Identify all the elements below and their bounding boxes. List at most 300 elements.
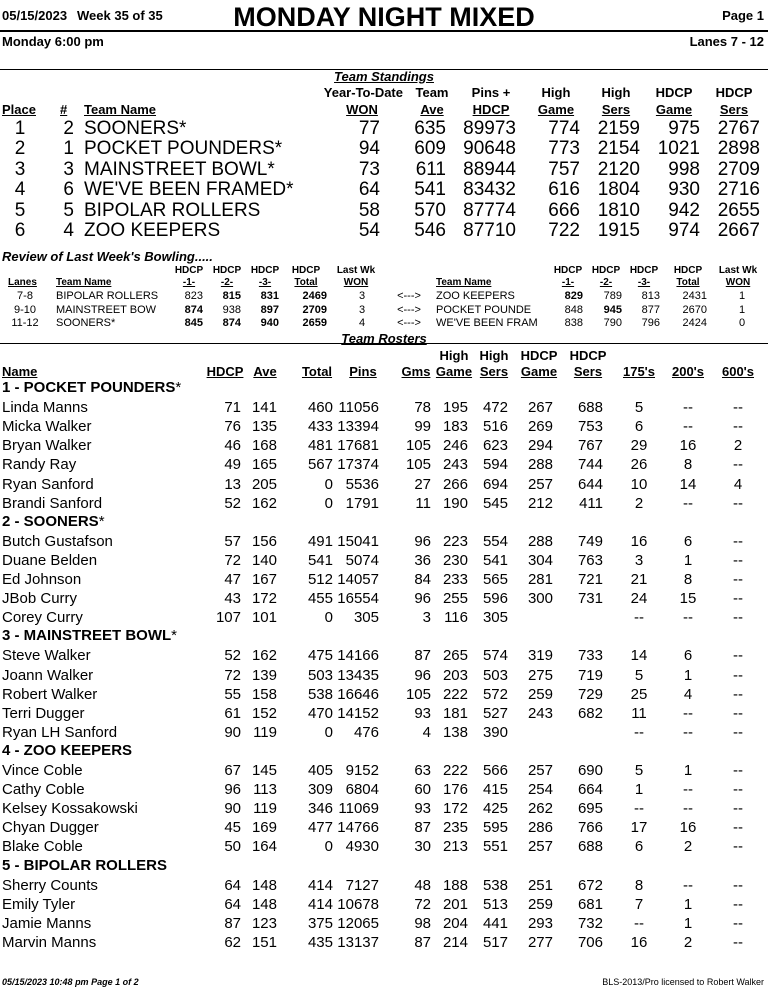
hdcp-game: 319 <box>527 647 553 665</box>
hdcp: 45 <box>224 819 241 837</box>
header-gms: Gms <box>401 364 431 379</box>
team-number: 6 <box>63 179 74 201</box>
count-600s: -- <box>733 800 743 818</box>
count-200s: -- <box>683 704 693 722</box>
header-hds-top: HDCP <box>569 348 607 363</box>
bowler-row <box>0 609 768 627</box>
hdcp-game: 930 <box>668 179 700 201</box>
hdcp: 64 <box>224 876 241 894</box>
games: 87 <box>414 647 431 665</box>
high-sers: 595 <box>482 819 508 837</box>
hdcp: 49 <box>224 456 241 474</box>
total: 375 <box>307 914 333 932</box>
bowler-name: Cathy Coble <box>2 781 85 799</box>
count-200s: 15 <box>679 590 697 608</box>
standings-row <box>0 199 768 221</box>
count-200s: -- <box>683 723 693 741</box>
count-200s: 2 <box>683 933 693 951</box>
high-game: 222 <box>442 762 468 779</box>
hdcp: 107 <box>215 609 241 627</box>
high-game: 116 <box>444 609 468 627</box>
bowler-name: Linda Manns <box>2 399 88 417</box>
footer-license: BLS-2013/Pro licensed to Robert Walker <box>602 977 764 987</box>
bowler-row <box>0 590 768 608</box>
standings-row <box>0 138 768 160</box>
hdcp-sers: 706 <box>577 933 603 951</box>
hdcp: 90 <box>224 800 241 818</box>
high-sers: 623 <box>482 437 508 455</box>
review-row <box>0 290 768 302</box>
team-group-header <box>0 741 768 759</box>
high-sers: 441 <box>482 914 508 932</box>
total: 405 <box>307 762 333 779</box>
high-sers: 566 <box>482 762 508 779</box>
high-game: 214 <box>442 933 468 951</box>
pins: 5536 <box>345 475 379 493</box>
bowler-row <box>0 532 768 550</box>
hdcp-game: 304 <box>527 551 553 569</box>
bowler-name: Jamie Manns <box>2 914 92 932</box>
high-game: 773 <box>548 138 580 160</box>
hdcp-sers: 749 <box>577 532 603 550</box>
hdcp: 90 <box>224 723 241 741</box>
high-sers: 565 <box>482 571 508 588</box>
pins: 16646 <box>337 685 379 703</box>
ave: 156 <box>251 532 277 550</box>
lanes: 7-8 <box>17 290 33 302</box>
games: 84 <box>414 571 431 588</box>
game3-a: 897 <box>260 303 279 316</box>
hdcp-game: 998 <box>668 158 700 180</box>
hdcp: 87 <box>224 914 241 932</box>
count-175s: 5 <box>634 399 644 417</box>
count-175s: 8 <box>634 876 644 894</box>
won-b: 1 <box>738 303 746 316</box>
bowler-row <box>0 685 768 703</box>
team-group-header <box>0 856 768 874</box>
bowler-name: Kelsey Kossakowski <box>2 800 138 818</box>
header-hdcp-b: HDCP <box>553 265 583 276</box>
game1-b: 848 <box>564 303 583 316</box>
ave: 158 <box>251 685 277 703</box>
high-sers: 551 <box>482 838 508 856</box>
ave: 167 <box>251 571 277 588</box>
header-hdg-top: HDCP <box>520 348 558 363</box>
hdcp-game: 251 <box>527 876 553 894</box>
place: 4 <box>14 179 26 201</box>
high-sers: 554 <box>482 532 508 550</box>
high-sers: 1804 <box>597 179 640 201</box>
count-175s: 24 <box>630 590 648 608</box>
header-total: Total <box>301 364 333 379</box>
pins: 305 <box>353 609 379 627</box>
count-600s: -- <box>733 532 743 550</box>
count-175s: -- <box>634 609 644 627</box>
high-sers: 538 <box>482 876 508 894</box>
count-175s: 5 <box>634 666 644 684</box>
high-game: 195 <box>442 399 468 417</box>
footer-timestamp: 05/15/2023 10:48 pm Page 1 of 2 <box>2 977 139 987</box>
team-name: SOONERS* <box>84 118 187 139</box>
team-name: MAINSTREET BOWL* <box>84 158 275 180</box>
count-175s: 6 <box>634 418 644 436</box>
hdcp: 46 <box>224 437 241 455</box>
header-pins: Pins <box>349 364 377 379</box>
hdcp: 71 <box>224 399 241 417</box>
hdcp-sers: 2767 <box>717 118 760 139</box>
hdcp-game: 259 <box>527 685 553 703</box>
header-won: WON <box>346 102 378 117</box>
count-200s: 1 <box>683 895 693 913</box>
ave: 139 <box>251 666 277 684</box>
hdcp-sers: 695 <box>577 800 603 818</box>
count-600s: -- <box>733 838 743 856</box>
games: 96 <box>414 590 431 608</box>
hdcp-sers: 681 <box>577 895 603 913</box>
hdcp: 13 <box>224 475 241 493</box>
game2-a: 938 <box>222 303 241 316</box>
header-hs-top: High <box>479 348 509 363</box>
team-ave: 541 <box>414 179 446 201</box>
team-a: SOONERS* <box>56 317 116 329</box>
hdcp-sers: 744 <box>577 456 603 474</box>
high-sers: 574 <box>482 647 508 665</box>
total: 503 <box>307 666 333 684</box>
header-num: # <box>60 102 68 117</box>
high-sers: 527 <box>482 704 508 722</box>
total-a: 2469 <box>302 290 327 302</box>
count-200s: 1 <box>683 762 693 779</box>
bowler-row <box>0 914 768 932</box>
ave: 162 <box>251 494 277 512</box>
header-hg: Game <box>435 364 473 379</box>
standings-header <box>0 102 768 117</box>
hdcp-game: 243 <box>527 704 553 722</box>
total: 414 <box>307 895 333 913</box>
team-group-name: 2 - SOONERS* <box>2 512 105 530</box>
high-sers: 517 <box>482 933 508 951</box>
header-hg-top: High <box>439 348 469 363</box>
pins: 7127 <box>345 876 379 894</box>
place: 2 <box>14 138 26 160</box>
standings-row <box>0 158 768 180</box>
high-sers: 1810 <box>597 199 640 221</box>
team-group-name: 3 - MAINSTREET BOWL* <box>2 627 178 645</box>
count-200s: 6 <box>683 647 693 665</box>
team-number: 1 <box>63 138 74 160</box>
ave: 141 <box>251 399 277 417</box>
high-game: 243 <box>442 456 468 474</box>
total: 455 <box>307 590 333 608</box>
games: 96 <box>414 532 431 550</box>
report-date: 05/15/2023 <box>2 8 68 23</box>
hdcp-sers: 2655 <box>717 199 760 221</box>
total: 491 <box>307 532 333 550</box>
header-hdcp-b: HDCP <box>591 265 621 276</box>
high-game: 235 <box>442 819 468 837</box>
bowler-name: Ryan LH Sanford <box>2 723 118 741</box>
bowler-name: Corey Curry <box>2 609 83 627</box>
game1-a: 823 <box>184 290 203 302</box>
rosters-title: Team Rosters <box>341 331 427 346</box>
count-600s: -- <box>733 418 743 436</box>
count-175s: -- <box>634 800 644 818</box>
count-200s: 1 <box>683 666 693 684</box>
bowler-row <box>0 723 768 741</box>
won-a: 3 <box>358 290 366 302</box>
high-game: 757 <box>548 158 580 180</box>
team-name: WE'VE BEEN FRAMED* <box>84 179 294 201</box>
pins: 17374 <box>337 456 379 474</box>
high-sers: 415 <box>482 781 508 799</box>
bowler-name: Brandi Sanford <box>2 494 103 512</box>
count-175s: -- <box>634 723 644 741</box>
high-game: 265 <box>442 647 468 665</box>
versus-arrow: <---> <box>397 303 421 316</box>
hdcp-sers: 2709 <box>717 158 760 180</box>
review-row <box>0 317 768 329</box>
total: 567 <box>307 456 333 474</box>
count-200s: 16 <box>679 819 697 837</box>
hdcp-sers: 766 <box>577 819 603 837</box>
count-200s: -- <box>683 800 693 818</box>
header-hg-top: High <box>541 85 571 100</box>
pins: 5074 <box>345 551 379 569</box>
high-game: 774 <box>548 118 580 139</box>
count-600s: -- <box>733 609 743 627</box>
count-175s: -- <box>634 914 644 932</box>
count-600s: -- <box>733 914 743 932</box>
games: 87 <box>414 819 431 837</box>
high-sers: 2154 <box>597 138 640 160</box>
hdcp-sers: 719 <box>577 666 603 684</box>
hdcp-game: 1021 <box>657 138 700 160</box>
lanes: 9-10 <box>13 303 37 316</box>
total: 538 <box>307 685 333 703</box>
high-sers: 503 <box>482 666 508 684</box>
header-g2-a: -2- <box>220 277 234 288</box>
total: 435 <box>307 933 333 951</box>
hdcp-game: 286 <box>527 819 553 837</box>
team-name: POCKET POUNDERS* <box>84 138 283 160</box>
ave: 169 <box>251 819 277 837</box>
count-600s: -- <box>733 762 743 779</box>
count-600s: -- <box>733 723 743 741</box>
bowler-row <box>0 456 768 474</box>
bowler-row <box>0 647 768 665</box>
ave: 148 <box>251 876 277 894</box>
games: 96 <box>414 666 431 684</box>
bowler-name: Duane Belden <box>2 551 98 569</box>
count-600s: -- <box>733 781 743 799</box>
hdcp-sers: 2716 <box>717 179 760 201</box>
high-sers: 594 <box>482 456 508 474</box>
header-ave: Ave <box>253 364 277 379</box>
won-a: 3 <box>358 303 366 316</box>
count-175s: 29 <box>630 437 648 455</box>
hdcp-game: 942 <box>668 199 700 221</box>
pins: 10678 <box>337 895 379 913</box>
bowler-name: Ed Johnson <box>2 571 82 588</box>
header-total-b: Total <box>676 277 700 288</box>
header-lastwk-a: Last Wk <box>336 265 376 276</box>
count-600s: -- <box>733 685 743 703</box>
hdcp-sers: 682 <box>577 704 603 722</box>
header-hdg-top: HDCP <box>655 85 693 100</box>
pins: 13137 <box>337 933 379 951</box>
total: 541 <box>307 551 333 569</box>
header-g1-a: -1- <box>182 277 196 288</box>
hdcp-sers: 664 <box>577 781 603 799</box>
games: 105 <box>405 437 431 455</box>
high-sers: 572 <box>482 685 508 703</box>
games: 93 <box>414 704 431 722</box>
count-175s: 5 <box>634 762 644 779</box>
hdcp-game: 294 <box>527 437 553 455</box>
header-hds: Sers <box>573 364 603 379</box>
team-group-header <box>0 512 768 530</box>
count-175s: 7 <box>634 895 644 913</box>
hdcp-game: 262 <box>527 800 553 818</box>
total: 0 <box>324 723 333 741</box>
bowler-name: Blake Coble <box>2 838 83 856</box>
bowler-row <box>0 475 768 493</box>
games: 105 <box>405 456 431 474</box>
high-game: 188 <box>442 876 468 894</box>
standings-row <box>0 220 768 241</box>
high-game: 183 <box>442 418 468 436</box>
bowler-row <box>0 418 768 436</box>
header-hdcp: HDCP <box>206 364 244 379</box>
count-175s: 17 <box>630 819 648 837</box>
bowler-name: Terri Dugger <box>2 704 85 722</box>
count-200s: -- <box>683 418 693 436</box>
high-game: 181 <box>442 704 468 722</box>
count-200s: 14 <box>679 475 697 493</box>
bowler-row <box>0 781 768 799</box>
team-a: BIPOLAR ROLLERS <box>56 290 159 302</box>
bowler-name: Steve Walker <box>2 647 91 665</box>
team-group-name: 4 - ZOO KEEPERS <box>2 741 133 759</box>
games: 4 <box>422 723 431 741</box>
pins: 13394 <box>337 418 379 436</box>
ytd-won: 73 <box>358 158 380 180</box>
game1-a: 845 <box>184 317 203 329</box>
pins-hdcp: 87710 <box>463 220 516 241</box>
header-rule <box>0 30 768 32</box>
hdcp: 43 <box>224 590 241 608</box>
count-175s: 10 <box>630 475 648 493</box>
hdcp: 67 <box>224 762 241 779</box>
count-600s: -- <box>733 933 743 951</box>
pins-hdcp: 87774 <box>463 199 516 221</box>
ave: 162 <box>251 647 277 665</box>
hdcp: 61 <box>224 704 241 722</box>
count-600s: -- <box>733 551 743 569</box>
count-175s: 25 <box>630 685 648 703</box>
ave: 145 <box>251 762 277 779</box>
count-600s: -- <box>733 590 743 608</box>
count-200s: 8 <box>683 456 693 474</box>
hdcp-game: 259 <box>527 895 553 913</box>
bowler-name: Emily Tyler <box>2 895 76 913</box>
team-number: 3 <box>63 158 74 180</box>
hdcp-sers: 672 <box>577 876 603 894</box>
rosters-header-top <box>0 348 768 363</box>
count-175s: 26 <box>630 456 648 474</box>
team-b: ZOO KEEPERS <box>436 290 515 302</box>
count-600s: -- <box>733 666 743 684</box>
pins: 476 <box>353 723 379 741</box>
high-game: 233 <box>442 571 468 588</box>
bowler-name: Ryan Sanford <box>2 475 94 493</box>
header-won-a: WON <box>343 277 369 288</box>
header-hds-top: HDCP <box>715 85 753 100</box>
header-pins-top: Pins + <box>471 85 511 100</box>
hdcp-sers: 763 <box>577 551 603 569</box>
team-name: BIPOLAR ROLLERS <box>84 199 261 221</box>
high-game: 666 <box>548 199 580 221</box>
bowler-name: Micka Walker <box>2 418 92 436</box>
hdcp: 55 <box>224 685 241 703</box>
header-hdcp-b: HDCP <box>629 265 659 276</box>
count-175s: 16 <box>630 532 648 550</box>
total: 0 <box>324 494 333 512</box>
bowler-name: Bryan Walker <box>2 437 92 455</box>
bowler-name: Chyan Dugger <box>2 819 99 837</box>
games: 48 <box>414 876 431 894</box>
team-number: 2 <box>63 118 74 139</box>
total: 433 <box>307 418 333 436</box>
hdcp: 50 <box>224 838 241 856</box>
hdcp: 52 <box>224 647 241 665</box>
bowler-row <box>0 762 768 779</box>
ave: 123 <box>251 914 277 932</box>
total-a: 2709 <box>302 303 327 316</box>
header-hdg: Game <box>655 102 693 117</box>
bowler-row <box>0 933 768 951</box>
high-game: 172 <box>442 800 468 818</box>
high-game: 176 <box>442 781 468 799</box>
high-game: 213 <box>442 838 468 856</box>
count-600s: -- <box>733 876 743 894</box>
count-200s: 8 <box>683 571 693 588</box>
header-hdcp-total-b: HDCP <box>673 265 703 276</box>
hdcp-game: 975 <box>668 118 700 139</box>
header-name: Name <box>2 364 38 379</box>
header-ave: Ave <box>420 102 444 117</box>
count-175s: 6 <box>634 838 644 856</box>
games: 3 <box>422 609 431 627</box>
hdcp: 57 <box>224 532 241 550</box>
total: 470 <box>307 704 333 722</box>
header-hdg: Game <box>520 364 558 379</box>
hdcp: 72 <box>224 666 241 684</box>
game3-b: 877 <box>641 303 660 316</box>
games: 98 <box>414 914 431 932</box>
versus-arrow: <---> <box>397 317 421 329</box>
total-a: 2659 <box>302 317 327 329</box>
pins: 6804 <box>345 781 379 799</box>
pins: 14766 <box>337 819 379 837</box>
count-600s: -- <box>733 399 743 417</box>
header-team: Team Name <box>84 102 157 117</box>
count-600s: -- <box>733 494 743 512</box>
header-total-a: Total <box>294 277 318 288</box>
star-marker: * <box>171 627 178 645</box>
high-game: 246 <box>442 437 468 455</box>
bowler-name: Marvin Manns <box>2 933 97 951</box>
